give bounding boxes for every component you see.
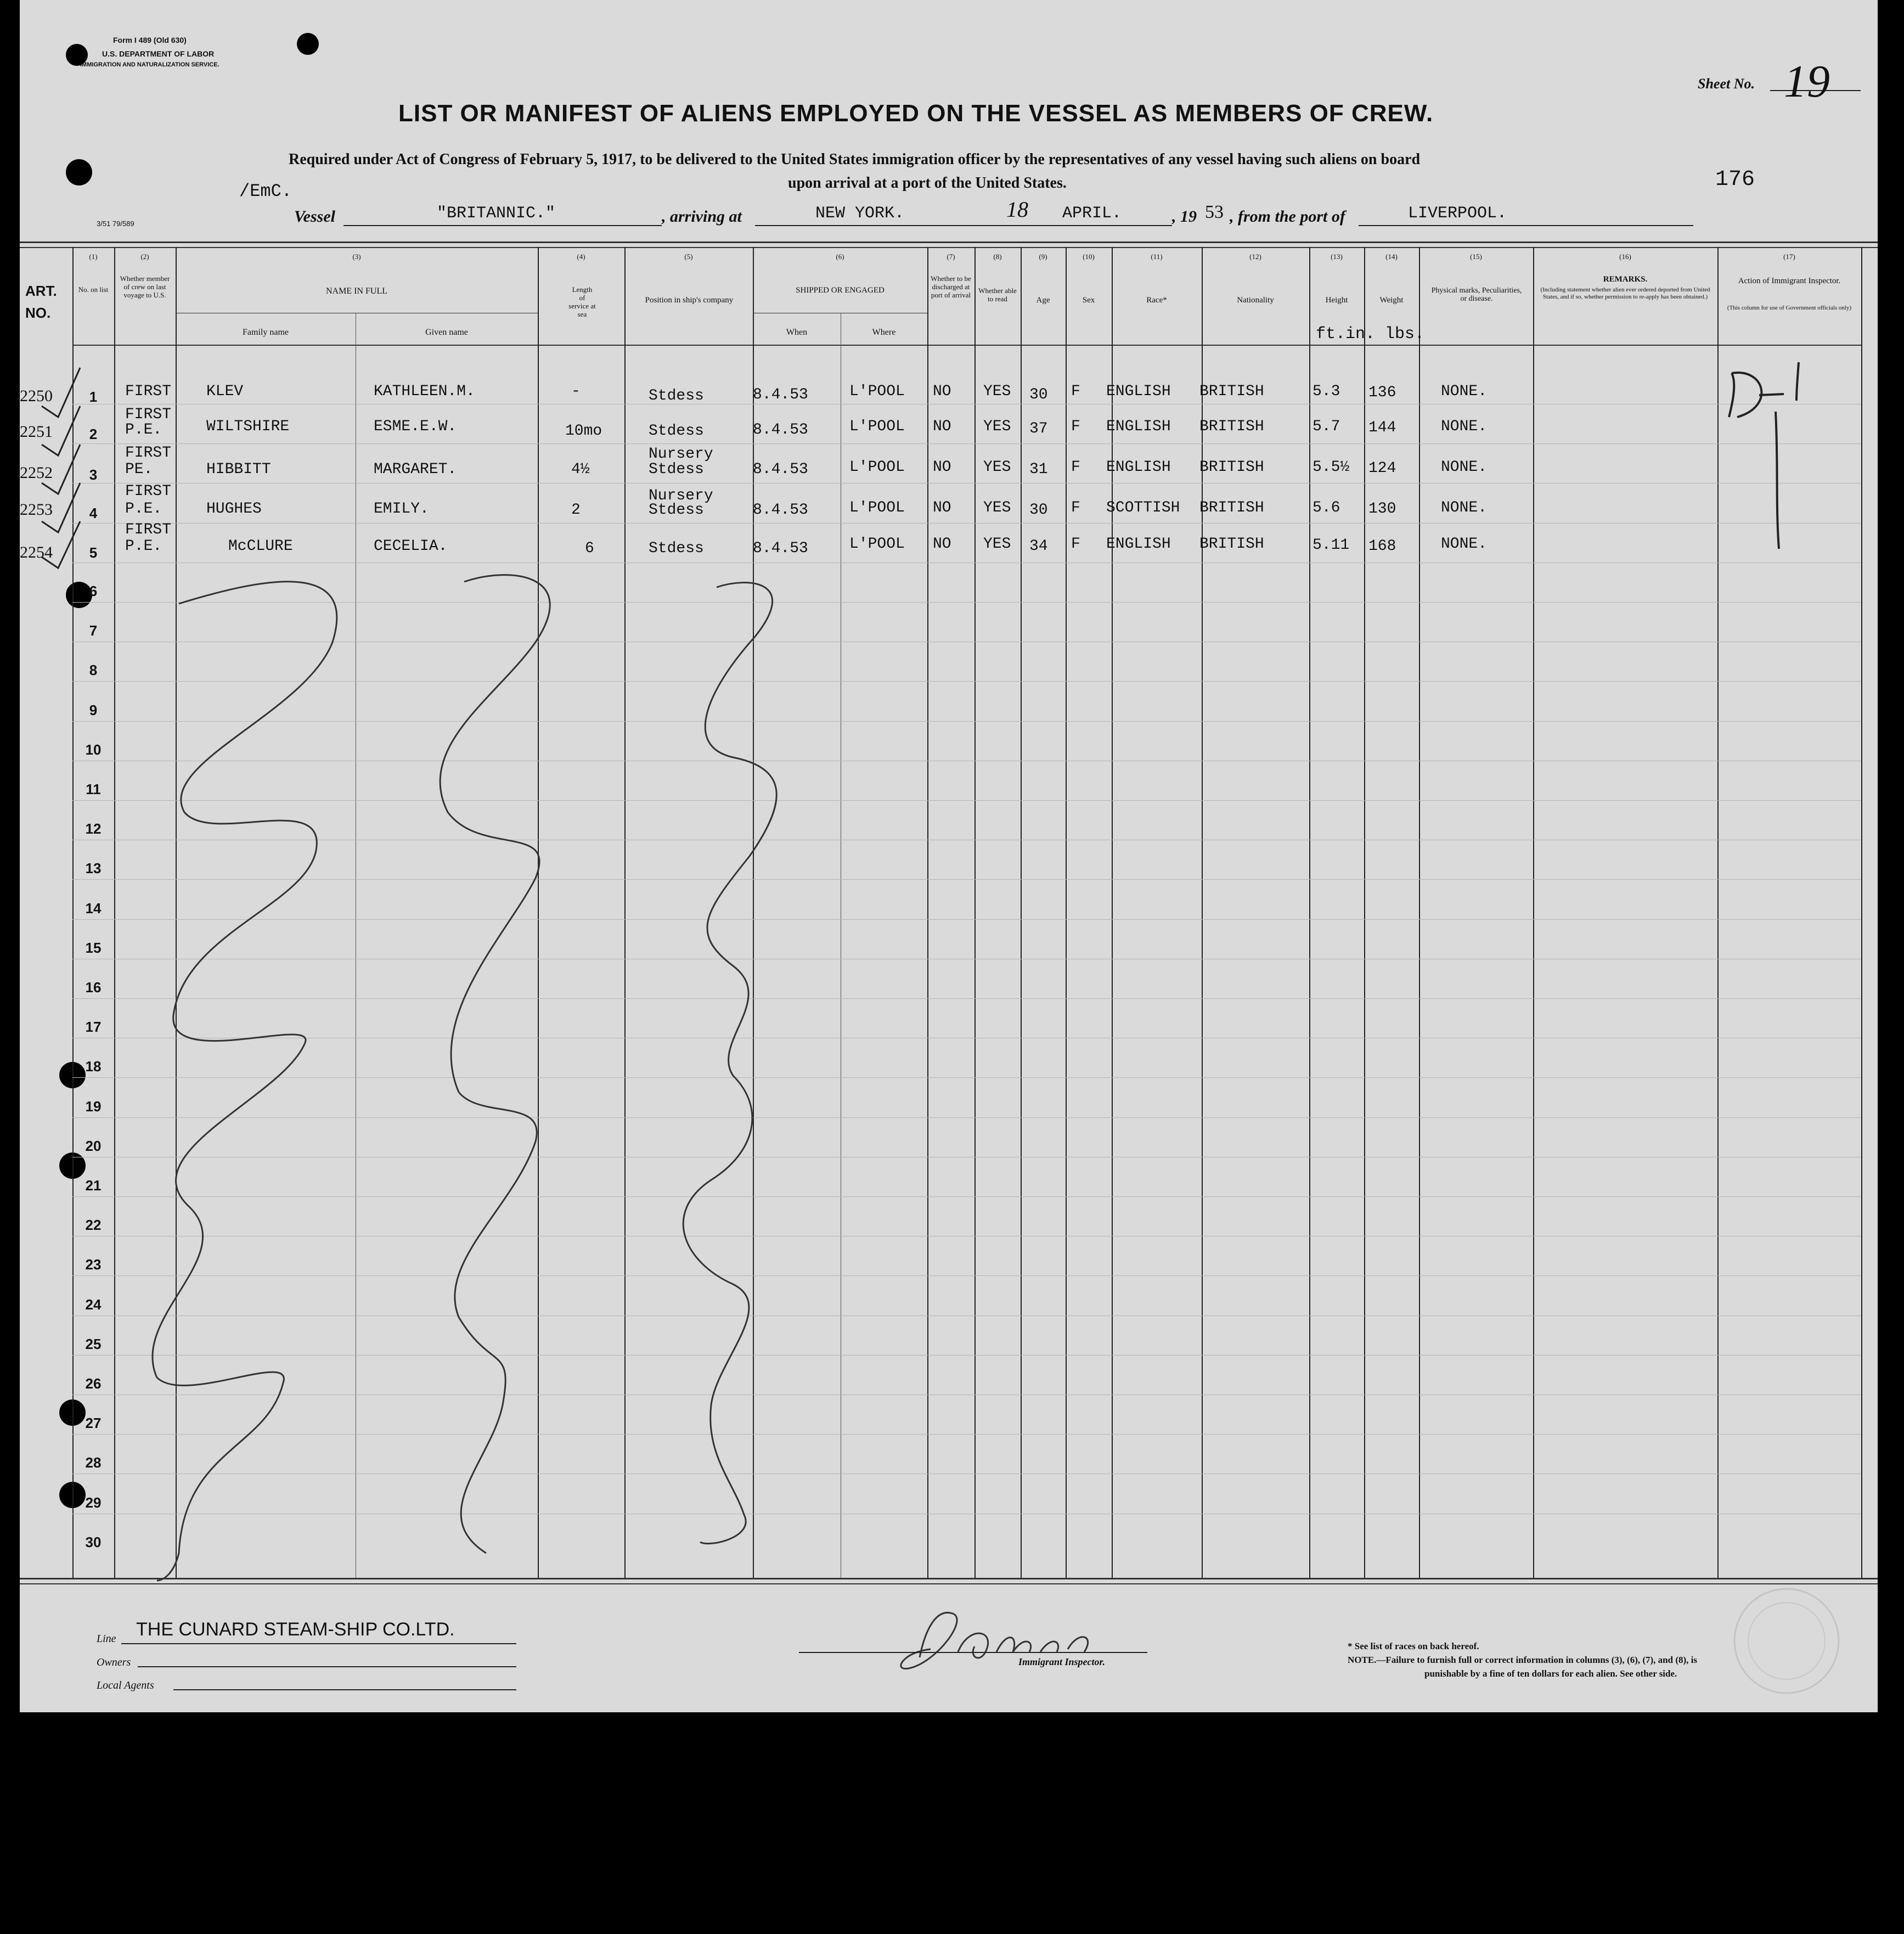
line-number: 4: [89, 505, 98, 521]
physical-marks: NONE.: [1441, 418, 1488, 435]
col-16-label: REMARKS.: [1603, 275, 1648, 284]
col-4-label: Length of service at sea: [568, 285, 596, 318]
line-number: 21: [85, 1177, 102, 1194]
arriving-port: NEW YORK.: [815, 204, 905, 223]
line-number: 22: [85, 1217, 102, 1233]
col-9-number: (9): [1039, 252, 1047, 261]
col-1-label: No. on list: [78, 285, 109, 294]
from-port: LIVERPOOL.: [1408, 204, 1507, 223]
line-value: THE CUNARD STEAM-SHIP CO.LTD.: [136, 1619, 455, 1640]
col-7-number: (7): [947, 252, 955, 261]
position-prefix: Nursery: [649, 487, 713, 504]
position: Stdess: [649, 461, 704, 478]
service-length: 2: [571, 502, 581, 519]
given-name: CECELIA.: [374, 538, 448, 555]
line-number: 29: [85, 1494, 102, 1511]
service-length: -: [571, 383, 581, 400]
col-8-number: (8): [993, 252, 1002, 261]
col-2-number: (2): [140, 252, 149, 261]
line-number: 15: [85, 940, 102, 956]
line-number: 30: [85, 1534, 102, 1550]
sex: F: [1071, 459, 1080, 476]
year-suffix: 53: [1205, 202, 1224, 222]
line-number: 26: [85, 1375, 102, 1392]
age: 37: [1029, 420, 1048, 437]
family-name: KLEV: [206, 383, 244, 400]
col-4-number: (4): [577, 252, 585, 261]
col-11-label: Race*: [1146, 296, 1167, 305]
arrival-month: APRIL.: [1062, 204, 1122, 223]
able-to-read: YES: [983, 418, 1011, 435]
line-number: 12: [85, 820, 102, 837]
last-voyage: FIRST: [125, 445, 172, 462]
family-name-header: Family name: [243, 328, 289, 337]
note-races: * See list of races on back hereof.: [1348, 1641, 1479, 1651]
sheet-number: 19: [1784, 56, 1830, 107]
weight: 168: [1368, 538, 1396, 555]
physical-marks: NONE.: [1441, 383, 1488, 400]
local-agents-underline: [173, 1689, 516, 1690]
given-name: KATHLEEN.M.: [374, 383, 475, 400]
col-12-number: (12): [1249, 252, 1261, 261]
discharged: NO: [933, 418, 951, 435]
note-penalty-2: punishable by a fine of ten dollars for each alien. See other side.: [1424, 1668, 1677, 1679]
last-voyage: FIRST: [125, 521, 172, 538]
race: ENGLISH: [1106, 459, 1171, 476]
line-number: 27: [85, 1415, 102, 1431]
line-number: 11: [86, 781, 101, 797]
weight: 136: [1368, 384, 1396, 401]
age: 34: [1029, 538, 1048, 555]
note-penalty-1: NOTE.—Failure to furnish full or correct information in columns (3), (6), (7), and (8), is: [1348, 1655, 1698, 1665]
art-number: 2251: [20, 423, 53, 441]
local-agents-label: Local Agents: [97, 1679, 154, 1691]
last-voyage: FIRST: [125, 483, 172, 500]
race: ENGLISH: [1106, 418, 1171, 435]
height: 5.3: [1312, 383, 1340, 400]
nationality: BRITISH: [1199, 418, 1264, 435]
race: ENGLISH: [1106, 536, 1171, 553]
age: 31: [1029, 461, 1048, 478]
last-voyage-extra: P.E.: [125, 421, 162, 438]
col-10-label: Sex: [1082, 296, 1095, 305]
age: 30: [1029, 502, 1048, 519]
given-name: EMILY.: [374, 501, 429, 518]
height: 5.5½: [1312, 459, 1350, 476]
position: Stdess: [649, 387, 704, 404]
last-voyage-extra: PE.: [125, 461, 153, 478]
shipped-when: 8.4.53: [753, 421, 808, 438]
line-number: 23: [85, 1256, 102, 1273]
nationality: BRITISH: [1199, 383, 1264, 400]
shipped-when: 8.4.53: [753, 540, 808, 557]
arrival-day: 18: [1006, 197, 1028, 222]
shipped-when: 8.4.53: [753, 461, 808, 478]
able-to-read: YES: [983, 459, 1011, 476]
position-prefix: Nursery: [649, 446, 713, 463]
sex: F: [1071, 536, 1080, 553]
race: ENGLISH: [1106, 383, 1171, 400]
handwritten-marks: [20, 0, 1878, 1712]
family-name: WILTSHIRE: [206, 418, 290, 435]
col-1-number: (1): [89, 252, 98, 261]
col-16-note: (Including statement whether alien ever ordered deported from United States, and if so, whether permission to re-apply has been obtained.): [1540, 286, 1710, 300]
weight: 144: [1368, 419, 1396, 436]
col-16-number: (16): [1619, 252, 1631, 261]
given-name-header: Given name: [425, 328, 468, 337]
line-number: 5: [89, 544, 98, 561]
service-length: 6: [585, 540, 594, 557]
col-17-number: (17): [1783, 252, 1795, 261]
line-number: 14: [85, 900, 102, 917]
col-6-label: SHIPPED OR ENGAGED: [796, 286, 885, 295]
line-number: 2: [89, 426, 98, 442]
family-name: HIBBITT: [206, 461, 271, 478]
page-title: LIST OR MANIFEST OF ALIENS EMPLOYED ON THE VESSEL AS MEMBERS OF CREW.: [398, 100, 1434, 127]
shipped-where: L'POOL: [849, 459, 905, 476]
form-number: Form I 489 (Old 630): [113, 36, 187, 44]
units-row: ft.in. lbs.: [1316, 325, 1425, 344]
last-voyage: FIRST: [125, 383, 172, 400]
line-number: 8: [89, 662, 98, 678]
art-number: 2253: [20, 501, 53, 519]
emc-note: /EmC.: [239, 181, 292, 201]
manifest-sheet: [20, 0, 1878, 1712]
art-number: 2252: [20, 464, 53, 482]
able-to-read: YES: [983, 383, 1011, 400]
last-voyage: FIRST: [125, 406, 172, 423]
sex: F: [1071, 499, 1080, 516]
line-number: 1: [89, 389, 98, 405]
family-name: McCLURE: [228, 538, 293, 555]
col-9-label: Age: [1036, 296, 1050, 305]
race: SCOTTISH: [1106, 499, 1180, 516]
height: 5.7: [1312, 418, 1340, 435]
shipped-where: L'POOL: [849, 499, 905, 516]
line-number: 18: [85, 1058, 102, 1075]
line-label: Line: [97, 1633, 116, 1645]
col-14-number: (14): [1385, 252, 1398, 261]
col-13-number: (13): [1331, 252, 1343, 261]
line-number: 19: [85, 1098, 102, 1115]
arriving-label: , arriving at: [662, 207, 742, 226]
family-name: HUGHES: [206, 501, 262, 518]
line-number: 25: [85, 1336, 102, 1352]
from-label: , from the port of: [1230, 207, 1345, 226]
vessel-name: "BRITANNIC.": [437, 204, 556, 223]
service-length: 10mo: [565, 423, 602, 440]
sex: F: [1071, 418, 1080, 435]
art-number: 2254: [20, 543, 53, 561]
line-number: 6: [89, 583, 98, 599]
col-10-number: (10): [1083, 252, 1095, 261]
line-underline: [121, 1643, 516, 1644]
nationality: BRITISH: [1199, 536, 1264, 553]
discharged: NO: [933, 499, 951, 516]
when-header: When: [786, 328, 808, 337]
owners-label: Owners: [97, 1656, 131, 1668]
position: Stdess: [649, 540, 704, 557]
line-number: 17: [85, 1019, 102, 1035]
nationality: BRITISH: [1199, 459, 1264, 476]
art-number: 2250: [20, 387, 53, 405]
age: 30: [1029, 386, 1048, 403]
given-name: MARGARET.: [374, 461, 457, 478]
line-number: 28: [85, 1454, 102, 1471]
col-7-label: Whether to be discharged at port of arrival: [931, 274, 971, 299]
last-voyage-extra: P.E.: [125, 538, 162, 555]
last-voyage-extra: P.E.: [125, 501, 162, 518]
line-number: 13: [85, 860, 102, 876]
line-number: 3: [89, 466, 98, 483]
sex: F: [1071, 383, 1080, 400]
col-15-label: Physical marks, Peculiarities, or disease.: [1431, 286, 1522, 303]
able-to-read: YES: [983, 536, 1011, 553]
line-number: 20: [85, 1138, 102, 1154]
inspector-strokes: [1729, 362, 1799, 549]
col-5-number: (5): [684, 252, 693, 261]
col-2-label: Whether member of crew on last voyage to U.S.: [120, 274, 170, 299]
col-6-number: (6): [836, 252, 844, 261]
physical-marks: NONE.: [1441, 459, 1488, 476]
shipped-when: 8.4.53: [753, 386, 808, 403]
col-3-label: NAME IN FULL: [326, 286, 387, 296]
subtitle-line-2: upon arrival at a port of the United States.: [788, 175, 1067, 192]
position: Stdess: [649, 502, 704, 519]
nationality: BRITISH: [1199, 499, 1264, 516]
col-11-number: (11): [1151, 252, 1163, 261]
discharged: NO: [933, 536, 951, 553]
col-5-label: Position in ship's company: [645, 296, 734, 305]
line-number: 9: [89, 702, 98, 718]
inspector-label: Immigrant Inspector.: [1018, 1656, 1106, 1667]
col-14-label: Weight: [1379, 296, 1404, 305]
department-name: U.S. DEPARTMENT OF LABOR: [102, 49, 215, 58]
art-no-header: ART. NO.: [25, 283, 57, 321]
shipped-where: L'POOL: [849, 383, 905, 400]
weight: 124: [1368, 460, 1396, 477]
signature-underline: [799, 1652, 1147, 1653]
line-number: 24: [85, 1296, 102, 1313]
height: 5.11: [1312, 537, 1350, 554]
col-15-number: (15): [1470, 252, 1482, 261]
physical-marks: NONE.: [1441, 536, 1488, 553]
discharged: NO: [933, 383, 951, 400]
shipped-where: L'POOL: [849, 536, 905, 553]
stamp-number: 176: [1715, 167, 1755, 192]
position: Stdess: [649, 423, 704, 440]
given-name: ESME.E.W.: [374, 418, 457, 435]
line-number: 10: [85, 741, 102, 758]
col-17-note: (This column for use of Government officials only): [1727, 305, 1852, 311]
height: 5.6: [1312, 499, 1340, 516]
check-marks: [42, 368, 80, 568]
service-name: IMMIGRATION AND NATURALIZATION SERVICE.: [80, 61, 219, 68]
col-8-label: Whether able to read: [978, 286, 1017, 303]
form-ref: 3/51 79/589: [97, 220, 134, 228]
owners-underline: [138, 1666, 516, 1667]
service-length: 4½: [571, 461, 590, 478]
year-prefix: , 19: [1172, 207, 1197, 226]
col-12-label: Nationality: [1237, 296, 1274, 305]
sheet-label: Sheet No.: [1698, 76, 1755, 92]
able-to-read: YES: [983, 499, 1011, 516]
shipped-when: 8.4.53: [753, 502, 808, 519]
strike-squiggle: [153, 575, 776, 1581]
col-17-label: Action of Immigrant Inspector.: [1738, 277, 1841, 285]
subtitle-line-1: Required under Act of Congress of February 5, 1917, to be delivered to the United States immigration officer by the representatives of any vessel having such aliens on board: [289, 151, 1421, 168]
weight: 130: [1368, 501, 1396, 518]
vessel-label: Vessel: [294, 207, 335, 226]
line-number: 16: [85, 979, 102, 996]
col-13-label: Height: [1325, 296, 1348, 305]
shipped-where: L'POOL: [849, 418, 905, 435]
col-3-number: (3): [352, 252, 361, 261]
faint-seal: [1688, 1581, 1852, 1701]
line-number: 7: [89, 622, 98, 639]
discharged: NO: [933, 459, 951, 476]
physical-marks: NONE.: [1441, 499, 1488, 516]
where-header: Where: [872, 328, 896, 337]
